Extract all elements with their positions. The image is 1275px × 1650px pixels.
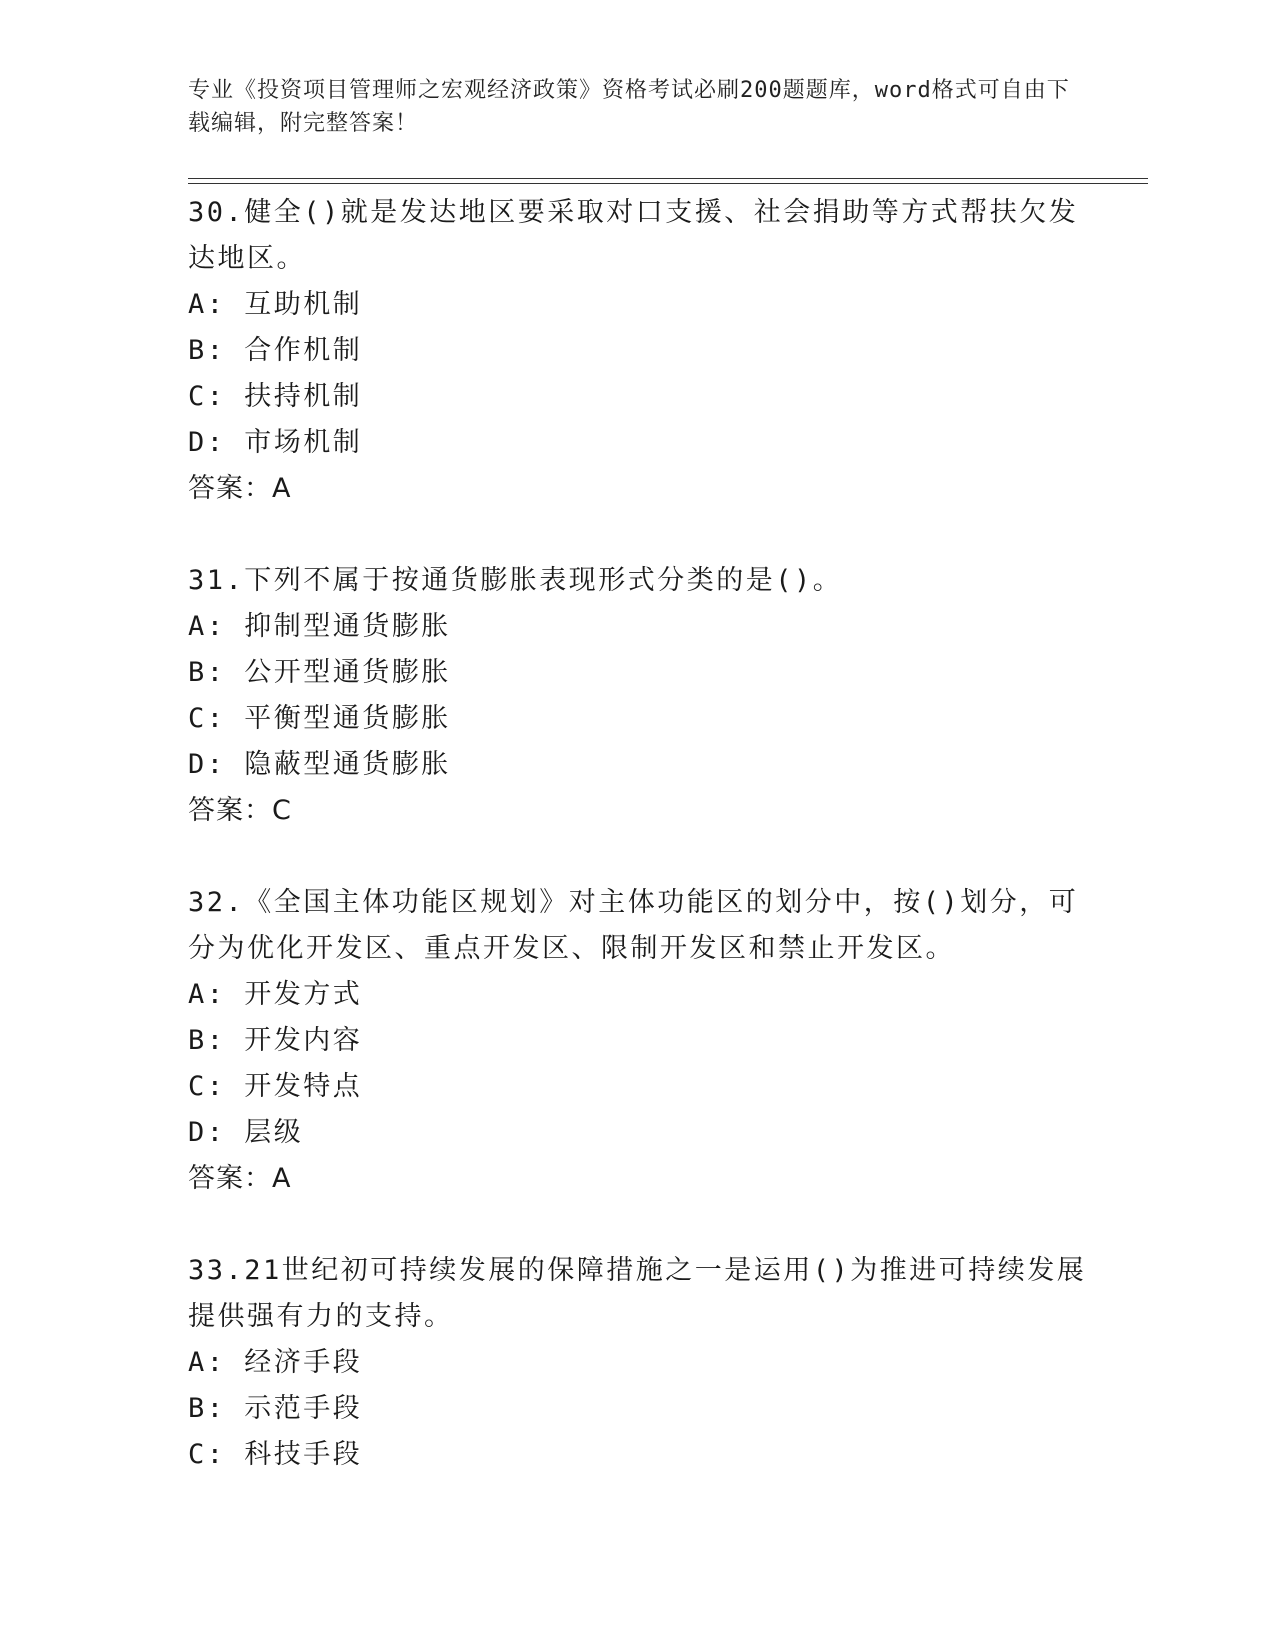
option-b: B: 开发内容: [188, 1025, 363, 1056]
header-divider-top: [188, 178, 1148, 179]
answer: 答案：A: [188, 473, 292, 504]
question-stem: 33.21世纪初可持续发展的保障措施之一是运用()为推进可持续发展提供强有力的支持。: [188, 1255, 1087, 1332]
option-a: A: 开发方式: [188, 979, 363, 1010]
question-item: [188, 558, 1088, 834]
option-b: B: 示范手段: [188, 1393, 363, 1424]
option-c: C: 开发特点: [188, 1071, 363, 1102]
option-c: C: 科技手段: [188, 1439, 363, 1470]
question-item: [188, 1248, 1088, 1478]
question-item: [188, 190, 1088, 512]
document-page: [188, 0, 1148, 1650]
option-c: C: 平衡型通货膨胀: [188, 703, 451, 734]
option-d: D: 层级: [188, 1117, 304, 1148]
option-a: A: 抑制型通货膨胀: [188, 611, 451, 642]
question-stem: 32.《全国主体功能区规划》对主体功能区的划分中，按()划分，可分为优化开发区、重点开发区、限制开发区和禁止开发区。: [188, 887, 1079, 964]
option-c: C: 扶持机制: [188, 381, 363, 412]
option-a: A: 经济手段: [188, 1347, 363, 1378]
question-item: [188, 880, 1088, 1202]
option-a: A: 互助机制: [188, 289, 363, 320]
question-stem: 30.健全()就是发达地区要采取对口支援、社会捐助等方式帮扶欠发达地区。: [188, 197, 1079, 274]
option-b: B: 合作机制: [188, 335, 363, 366]
option-d: D: 市场机制: [188, 427, 363, 458]
document-header: 专业《投资项目管理师之宏观经济政策》资格考试必刷200题题库，word格式可自由下载编辑，附完整答案！: [188, 78, 1070, 136]
question-stem: 31.下列不属于按通货膨胀表现形式分类的是()。: [188, 565, 843, 596]
answer: 答案：A: [188, 1163, 292, 1194]
answer: 答案：C: [188, 795, 292, 826]
option-d: D: 隐蔽型通货膨胀: [188, 749, 451, 780]
question-list: [188, 190, 1088, 1524]
header-divider-bottom: [188, 183, 1148, 184]
option-b: B: 公开型通货膨胀: [188, 657, 451, 688]
